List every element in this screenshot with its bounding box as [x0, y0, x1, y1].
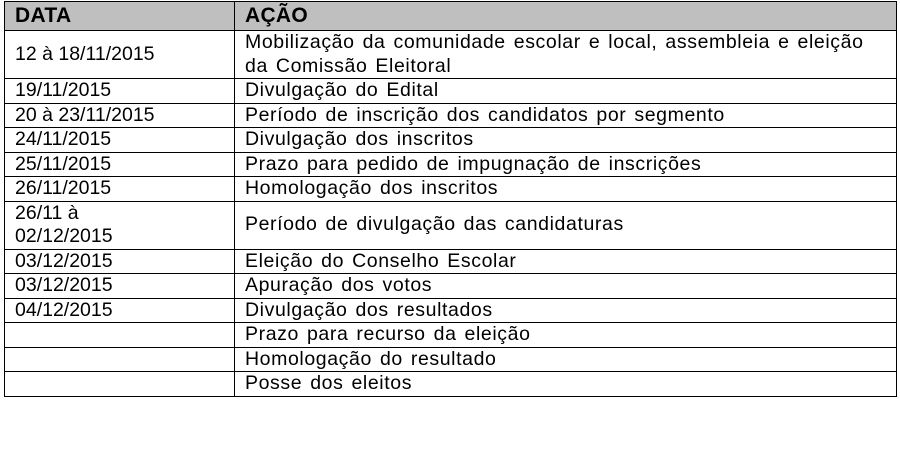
table-row: [5, 372, 897, 397]
row-action: Divulgação do Edital: [235, 79, 897, 104]
table-row: [5, 152, 897, 177]
row-action: Homologação dos inscritos: [235, 177, 897, 202]
table-row: [5, 79, 897, 104]
table-row: [5, 274, 897, 299]
table-row: [5, 298, 897, 323]
row-action: Homologação do resultado: [235, 347, 897, 372]
table-row: [5, 323, 897, 348]
row-date: 19/11/2015: [5, 79, 235, 104]
table-row: [5, 128, 897, 153]
row-date: 24/11/2015: [5, 128, 235, 153]
row-action: Divulgação dos resultados: [235, 298, 897, 323]
table-body: [5, 31, 897, 397]
row-date: [5, 372, 235, 397]
row-date: 26/11 à 02/12/2015: [5, 201, 235, 249]
row-action: Posse dos eleitos: [235, 372, 897, 397]
row-date: 20 à 23/11/2015: [5, 103, 235, 128]
table-row: [5, 249, 897, 274]
election-schedule-table: [4, 1, 897, 397]
header-date: DATA: [5, 2, 235, 31]
table-header: [5, 2, 897, 31]
row-date: 26/11/2015: [5, 177, 235, 202]
row-date: 25/11/2015: [5, 152, 235, 177]
table-row: [5, 103, 897, 128]
row-action: Apuração dos votos: [235, 274, 897, 299]
table-row: [5, 201, 897, 249]
row-action: Período de inscrição dos candidatos por segmento: [235, 103, 897, 128]
row-action: Prazo para recurso da eleição: [235, 323, 897, 348]
row-action: Eleição do Conselho Escolar: [235, 249, 897, 274]
table-row: [5, 177, 897, 202]
row-date: [5, 323, 235, 348]
row-date: 12 à 18/11/2015: [5, 31, 235, 79]
table-row: [5, 347, 897, 372]
table-row: [5, 31, 897, 79]
header-action: AÇÃO: [235, 2, 897, 31]
row-action: Divulgação dos inscritos: [235, 128, 897, 153]
row-date: 03/12/2015: [5, 249, 235, 274]
row-action: Prazo para pedido de impugnação de inscrições: [235, 152, 897, 177]
row-action: Mobilização da comunidade escolar e local, assembleia e eleição da Comissão Eleitoral: [235, 31, 897, 79]
header-row: [5, 2, 897, 31]
row-date: [5, 347, 235, 372]
row-date: 04/12/2015: [5, 298, 235, 323]
row-date: 03/12/2015: [5, 274, 235, 299]
row-action: Período de divulgação das candidaturas: [235, 201, 897, 249]
